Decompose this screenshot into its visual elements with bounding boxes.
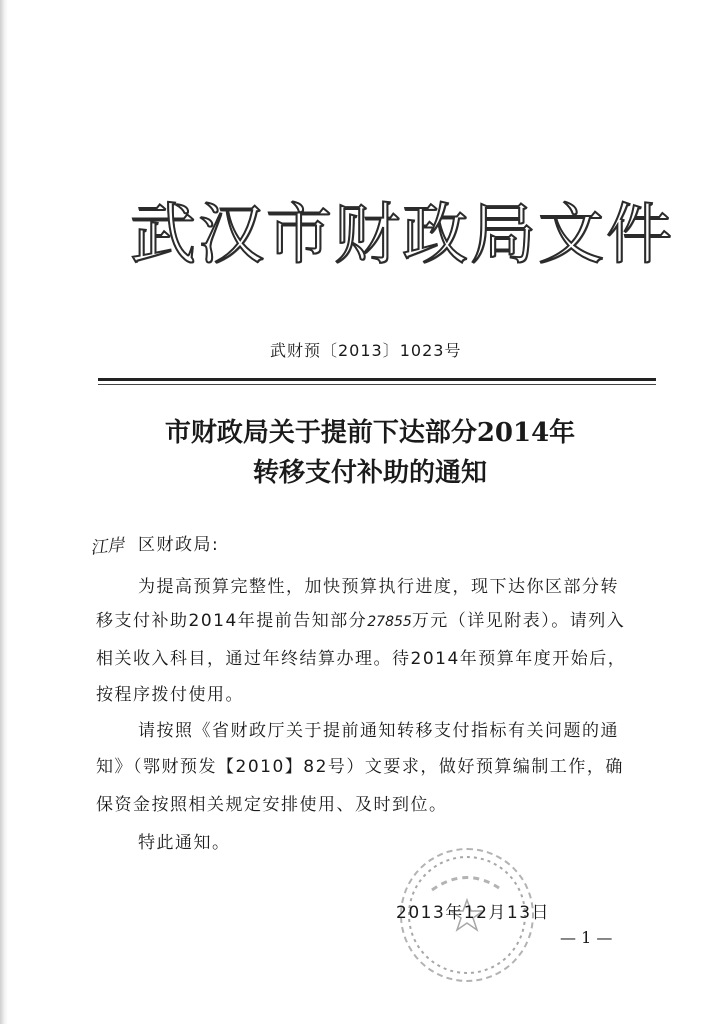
paragraph2-line1: 请按照《省财政厅关于提前通知转移支付指标有关问题的通 bbox=[138, 721, 619, 741]
recipient: 区财政局: bbox=[138, 535, 220, 555]
paragraph1-line2 bbox=[96, 606, 656, 631]
paragraph1-line2-end: 万元（详见附表）。请列入 bbox=[411, 611, 626, 631]
notice-title-line1: 市财政局关于提前下达部分2014年 bbox=[164, 418, 576, 448]
header-divider-thick bbox=[98, 378, 656, 381]
paragraph2-line3: 保资金按照相关规定安排使用、及时到位。 bbox=[96, 795, 448, 815]
header-divider-thin bbox=[98, 384, 656, 385]
closing-line: 特此通知。 bbox=[138, 833, 231, 853]
paragraph2-line2: 知》（鄂财预发【2010】82号）文要求，做好预算编制工作，确 bbox=[96, 757, 624, 777]
paragraph1-line2-start: 移支付补助2014年提前告知部分 bbox=[96, 611, 368, 631]
issue-date: 2013年12月13日 bbox=[396, 903, 551, 923]
document-number: 武财预〔2013〕1023号 bbox=[270, 341, 462, 360]
recipient-handwritten: 江岸 bbox=[89, 535, 126, 559]
paragraph1-line1: 为提高预算完整性，加快预算执行进度，现下达你区部分转 bbox=[138, 577, 619, 597]
scan-edge bbox=[0, 0, 8, 1024]
document-header-title: 武汉市财政局文件 bbox=[130, 196, 674, 273]
paragraph1-line4: 按程序拨付使用。 bbox=[96, 685, 244, 705]
handwritten-amount: 27855 bbox=[367, 614, 412, 630]
notice-title-line2: 转移支付补助的通知 bbox=[252, 458, 487, 488]
paragraph1-line3: 相关收入科目，通过年终结算办理。待2014年预算年度开始后， bbox=[96, 649, 627, 669]
page-number: — 1 — bbox=[560, 928, 613, 947]
